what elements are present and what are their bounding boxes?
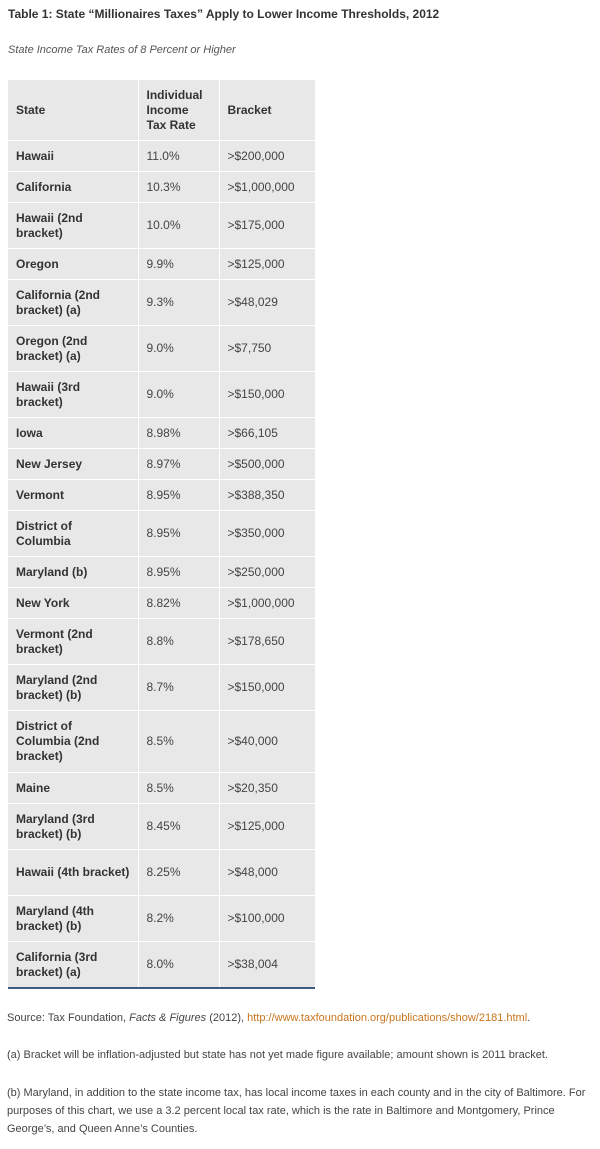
state-cell: Hawaii (2nd bracket) — [8, 203, 138, 249]
state-cell: Vermont — [8, 480, 138, 511]
rate-cell: 10.3% — [138, 172, 219, 203]
state-cell: Maine — [8, 773, 138, 804]
rate-cell: 9.9% — [138, 249, 219, 280]
table-row — [8, 773, 315, 804]
bracket-cell: >$38,004 — [219, 942, 315, 989]
header-rate: Individual Income Tax Rate — [138, 80, 219, 141]
bracket-cell: >$20,350 — [219, 773, 315, 804]
tax-rate-table — [8, 80, 315, 989]
rate-cell: 11.0% — [138, 141, 219, 172]
table-row — [8, 665, 315, 711]
source-publication: Facts & Figures — [129, 1012, 207, 1024]
state-cell: Hawaii — [8, 141, 138, 172]
bracket-cell: >$66,105 — [219, 418, 315, 449]
table-row — [8, 942, 315, 989]
rate-cell: 8.95% — [138, 480, 219, 511]
table-row — [8, 557, 315, 588]
state-cell: Iowa — [8, 418, 138, 449]
state-cell: Oregon (2nd bracket) (a) — [8, 326, 138, 372]
rate-cell: 8.2% — [138, 896, 219, 942]
table-row — [8, 850, 315, 896]
table-row — [8, 326, 315, 372]
state-cell: Maryland (4th bracket) (b) — [8, 896, 138, 942]
bracket-cell: >$175,000 — [219, 203, 315, 249]
rate-cell: 8.8% — [138, 619, 219, 665]
bracket-cell: >$250,000 — [219, 557, 315, 588]
rate-cell: 9.3% — [138, 280, 219, 326]
table-subtitle: State Income Tax Rates of 8 Percent or Higher — [8, 44, 236, 56]
rate-cell: 8.0% — [138, 942, 219, 989]
bracket-cell: >$7,750 — [219, 326, 315, 372]
bracket-cell: >$48,029 — [219, 280, 315, 326]
rate-cell: 8.98% — [138, 418, 219, 449]
source-note — [7, 1009, 595, 1027]
state-cell: District of Columbia (2nd bracket) — [8, 711, 138, 773]
table-row — [8, 172, 315, 203]
header-row — [8, 80, 315, 141]
bracket-cell: >$125,000 — [219, 249, 315, 280]
table-row — [8, 249, 315, 280]
bracket-cell: >$200,000 — [219, 141, 315, 172]
table-row — [8, 141, 315, 172]
table-row — [8, 711, 315, 773]
footnote-a: (a) Bracket will be inflation-adjusted but state has not yet made figure available; amount shown is 2011 bracket. — [7, 1049, 548, 1061]
rate-cell: 9.0% — [138, 326, 219, 372]
source-suffix: . — [527, 1012, 531, 1024]
table-row — [8, 203, 315, 249]
bracket-cell: >$150,000 — [219, 372, 315, 418]
table-row — [8, 896, 315, 942]
bracket-cell: >$100,000 — [219, 896, 315, 942]
table-row — [8, 619, 315, 665]
state-cell: Vermont (2nd bracket) — [8, 619, 138, 665]
rate-cell: 8.25% — [138, 850, 219, 896]
bracket-cell: >$388,350 — [219, 480, 315, 511]
table-row — [8, 449, 315, 480]
state-cell: Maryland (2nd bracket) (b) — [8, 665, 138, 711]
table-row — [8, 511, 315, 557]
rate-cell: 8.97% — [138, 449, 219, 480]
rate-cell: 8.82% — [138, 588, 219, 619]
table-row — [8, 280, 315, 326]
bracket-cell: >$125,000 — [219, 804, 315, 850]
state-cell: California (2nd bracket) (a) — [8, 280, 138, 326]
rate-cell: 8.95% — [138, 511, 219, 557]
state-cell: California (3rd bracket) (a) — [8, 942, 138, 989]
state-cell: Maryland (3rd bracket) (b) — [8, 804, 138, 850]
state-cell: Hawaii (4th bracket) — [8, 850, 138, 896]
table-row — [8, 804, 315, 850]
table-title: Table 1: State “Millionaires Taxes” Apply to Lower Income Thresholds, 2012 — [8, 7, 440, 21]
header-bracket: Bracket — [219, 80, 315, 141]
state-cell: California — [8, 172, 138, 203]
bracket-cell: >$1,000,000 — [219, 588, 315, 619]
header-state: State — [8, 80, 138, 141]
rate-cell: 8.95% — [138, 557, 219, 588]
bracket-cell: >$40,000 — [219, 711, 315, 773]
rate-cell: 9.0% — [138, 372, 219, 418]
rate-cell: 8.45% — [138, 804, 219, 850]
state-cell: New Jersey — [8, 449, 138, 480]
state-cell: New York — [8, 588, 138, 619]
rate-cell: 8.7% — [138, 665, 219, 711]
rate-cell: 10.0% — [138, 203, 219, 249]
bracket-cell: >$178,650 — [219, 619, 315, 665]
table-row — [8, 480, 315, 511]
state-cell: Oregon — [8, 249, 138, 280]
footnote-b: (b) Maryland, in addition to the state income tax, has local income taxes in each county and in the city of Baltimore. For purposes of this chart, we use a 3.2 percent local tax rate, which is the rate in Baltimore and Montgomery, Prince George’s, and Queen Anne’s Counties. — [7, 1087, 586, 1135]
bracket-cell: >$48,000 — [219, 850, 315, 896]
bracket-cell: >$500,000 — [219, 449, 315, 480]
source-prefix: Source: Tax Foundation, — [7, 1012, 130, 1024]
rate-cell: 8.5% — [138, 711, 219, 773]
table-row — [8, 372, 315, 418]
state-cell: Hawaii (3rd bracket) — [8, 372, 138, 418]
source-link[interactable]: http://www.taxfoundation.org/publications/show/2181.html — [247, 1012, 528, 1024]
source-year: (2012), — [206, 1012, 248, 1024]
bracket-cell: >$1,000,000 — [219, 172, 315, 203]
rate-cell: 8.5% — [138, 773, 219, 804]
bracket-cell: >$150,000 — [219, 665, 315, 711]
bracket-cell: >$350,000 — [219, 511, 315, 557]
state-cell: District of Columbia — [8, 511, 138, 557]
table-row — [8, 588, 315, 619]
state-cell: Maryland (b) — [8, 557, 138, 588]
table-row — [8, 418, 315, 449]
